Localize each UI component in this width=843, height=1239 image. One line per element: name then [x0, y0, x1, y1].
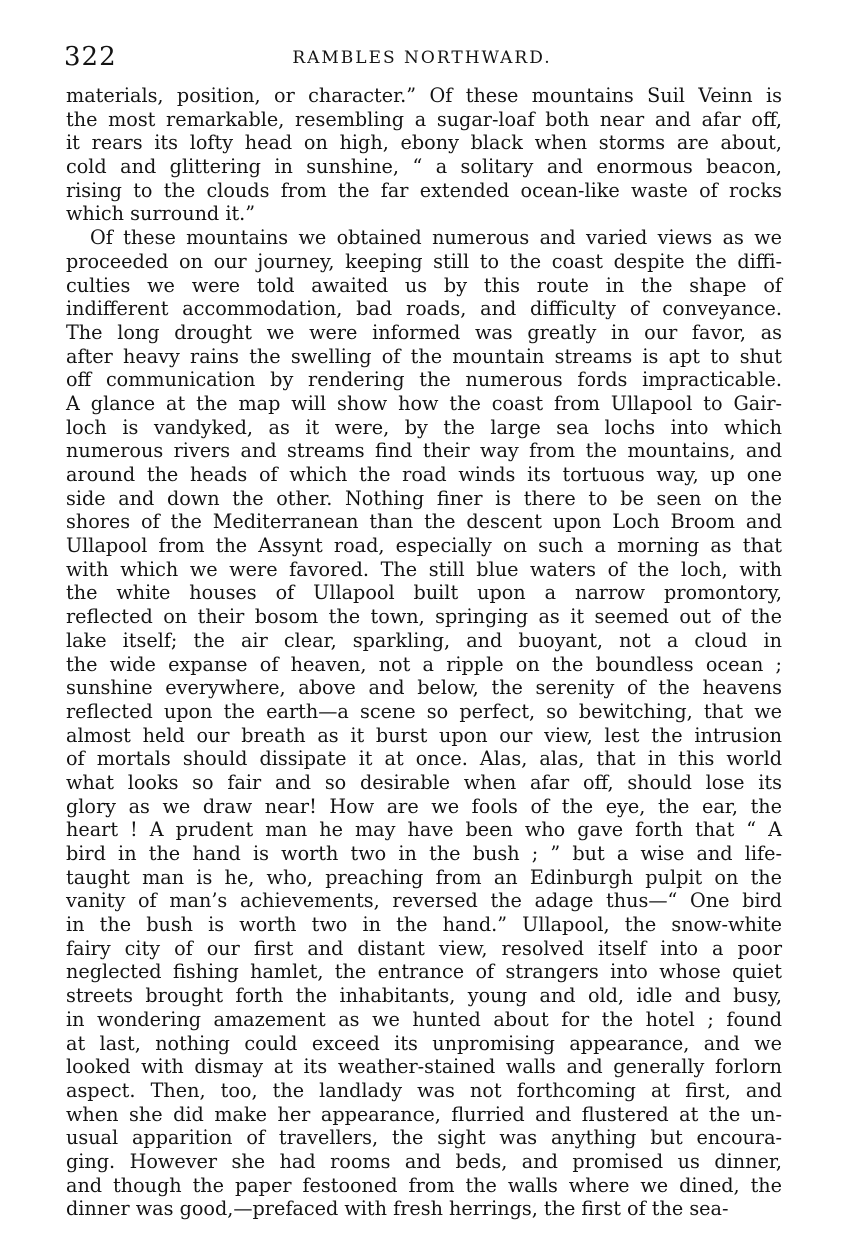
text-line: vanity of man’s achievements, reversed the adage thus—“ One bird: [66, 889, 782, 913]
text-line: cold and glittering in sunshine, “ a solitary and enormous beacon,: [66, 155, 782, 179]
text-line: heart ! A prudent man he may have been who gave forth that “ A: [66, 818, 782, 842]
text-line: it rears its lofty head on high, ebony black when storms are about,: [66, 131, 782, 155]
text-line: Of these mountains we obtained numerous and varied views as we: [90, 226, 782, 250]
text-line: when she did make her appearance, flurried and flustered at the un-: [66, 1102, 782, 1126]
text-line: bird in the hand is worth two in the bush ; ” but a wise and life-: [66, 842, 782, 865]
text-line: culties we were told awaited us by this route in the shape of: [66, 273, 782, 297]
text-line: and though the paper festooned from the walls where we dined, the: [66, 1173, 782, 1197]
text-line: with which we were favored. The still blue waters of the loch, with: [66, 557, 782, 581]
text-line: The long drought we were informed was greatly in our favor, as: [66, 320, 782, 344]
text-line: proceeded on our journey, keeping still to the coast despite the diffi-: [66, 249, 782, 273]
text-line: aspect. Then, too, the landlady was not forthcoming at first, and: [66, 1078, 782, 1102]
text-line: in the bush is worth two in the hand.” Ullapool, the snow-white: [66, 913, 782, 937]
text-line: reflected upon the earth—a scene so perfect, so bewitching, that we: [66, 699, 782, 723]
page-number: 322: [64, 42, 117, 72]
text-line: the wide expanse of heaven, not a ripple on the boundless ocean ;: [66, 652, 782, 676]
text-line: the white houses of Ullapool built upon a narrow promontory,: [66, 581, 782, 605]
text-line: dinner was good,—prefaced with fresh herrings, the first of the sea-: [66, 1197, 729, 1221]
text-line: glory as we draw near! How are we fools of the eye, the ear, the: [66, 794, 782, 818]
text-line: after heavy rains the swelling of the mountain streams is apt to shut: [66, 344, 782, 368]
text-line: usual apparition of travellers, the sight was anything but encoura-: [66, 1126, 782, 1150]
text-line: the most remarkable, resembling a sugar-loaf both near and afar off,: [66, 107, 782, 131]
text-line: off communication by rendering the numerous fords impracticable.: [66, 368, 782, 392]
text-line: numerous rivers and streams find their way from the mountains, and: [66, 439, 782, 463]
text-line: ging. However she had rooms and beds, and promised us dinner,: [66, 1149, 782, 1173]
page-header: [64, 40, 780, 74]
running-title: RAMBLES NORTHWARD.: [292, 48, 552, 68]
text-line: of mortals should dissipate it at once. Alas, alas, that in this world: [66, 747, 782, 771]
text-line: shores of the Mediterranean than the descent upon Loch Broom and: [66, 510, 782, 534]
text-line: reflected on their bosom the town, springing as it seemed out of the: [66, 605, 782, 629]
text-line: at last, nothing could exceed its unpromising appearance, and we: [66, 1031, 782, 1055]
text-line: around the heads of which the road winds its tortuous way, up one: [66, 463, 782, 486]
text-line: Ullapool from the Assynt road, especially on such a morning as that: [66, 534, 782, 558]
text-line: sunshine everywhere, above and below, the serenity of the heavens: [66, 676, 782, 700]
text-line: which surround it.”: [66, 202, 256, 226]
text-line: what looks so fair and so desirable when afar off, should lose its: [66, 770, 782, 794]
text-line: side and down the other. Nothing finer is there to be seen on the: [66, 486, 782, 510]
text-line: neglected fishing hamlet, the entrance of strangers into whose quiet: [66, 960, 782, 984]
body-text: [66, 84, 782, 1221]
text-line: in wondering amazement as we hunted about for the hotel ; found: [66, 1007, 782, 1031]
text-line: almost held our breath as it burst upon our view, lest the intrusion: [66, 723, 782, 747]
text-line: looked with dismay at its weather-stained walls and generally forlorn: [66, 1055, 782, 1079]
text-line: materials, position, or character.” Of these mountains Suil Veinn is: [66, 84, 782, 107]
text-line: lake itself; the air clear, sparkling, and buoyant, not a cloud in: [66, 628, 782, 652]
text-line: fairy city of our first and distant view, resolved itself into a poor: [66, 936, 782, 960]
text-line: rising to the clouds from the far extended ocean-like waste of rocks: [66, 178, 782, 202]
text-line: streets brought forth the inhabitants, young and old, idle and busy,: [66, 984, 782, 1008]
text-line: loch is vandyked, as it were, by the large sea lochs into which: [66, 415, 782, 439]
text-line: A glance at the map will show how the coast from Ullapool to Gair-: [66, 391, 782, 415]
text-line: taught man is he, who, preaching from an Edinburgh pulpit on the: [66, 865, 782, 889]
text-line: indifferent accommodation, bad roads, and difficulty of conveyance.: [66, 297, 782, 321]
